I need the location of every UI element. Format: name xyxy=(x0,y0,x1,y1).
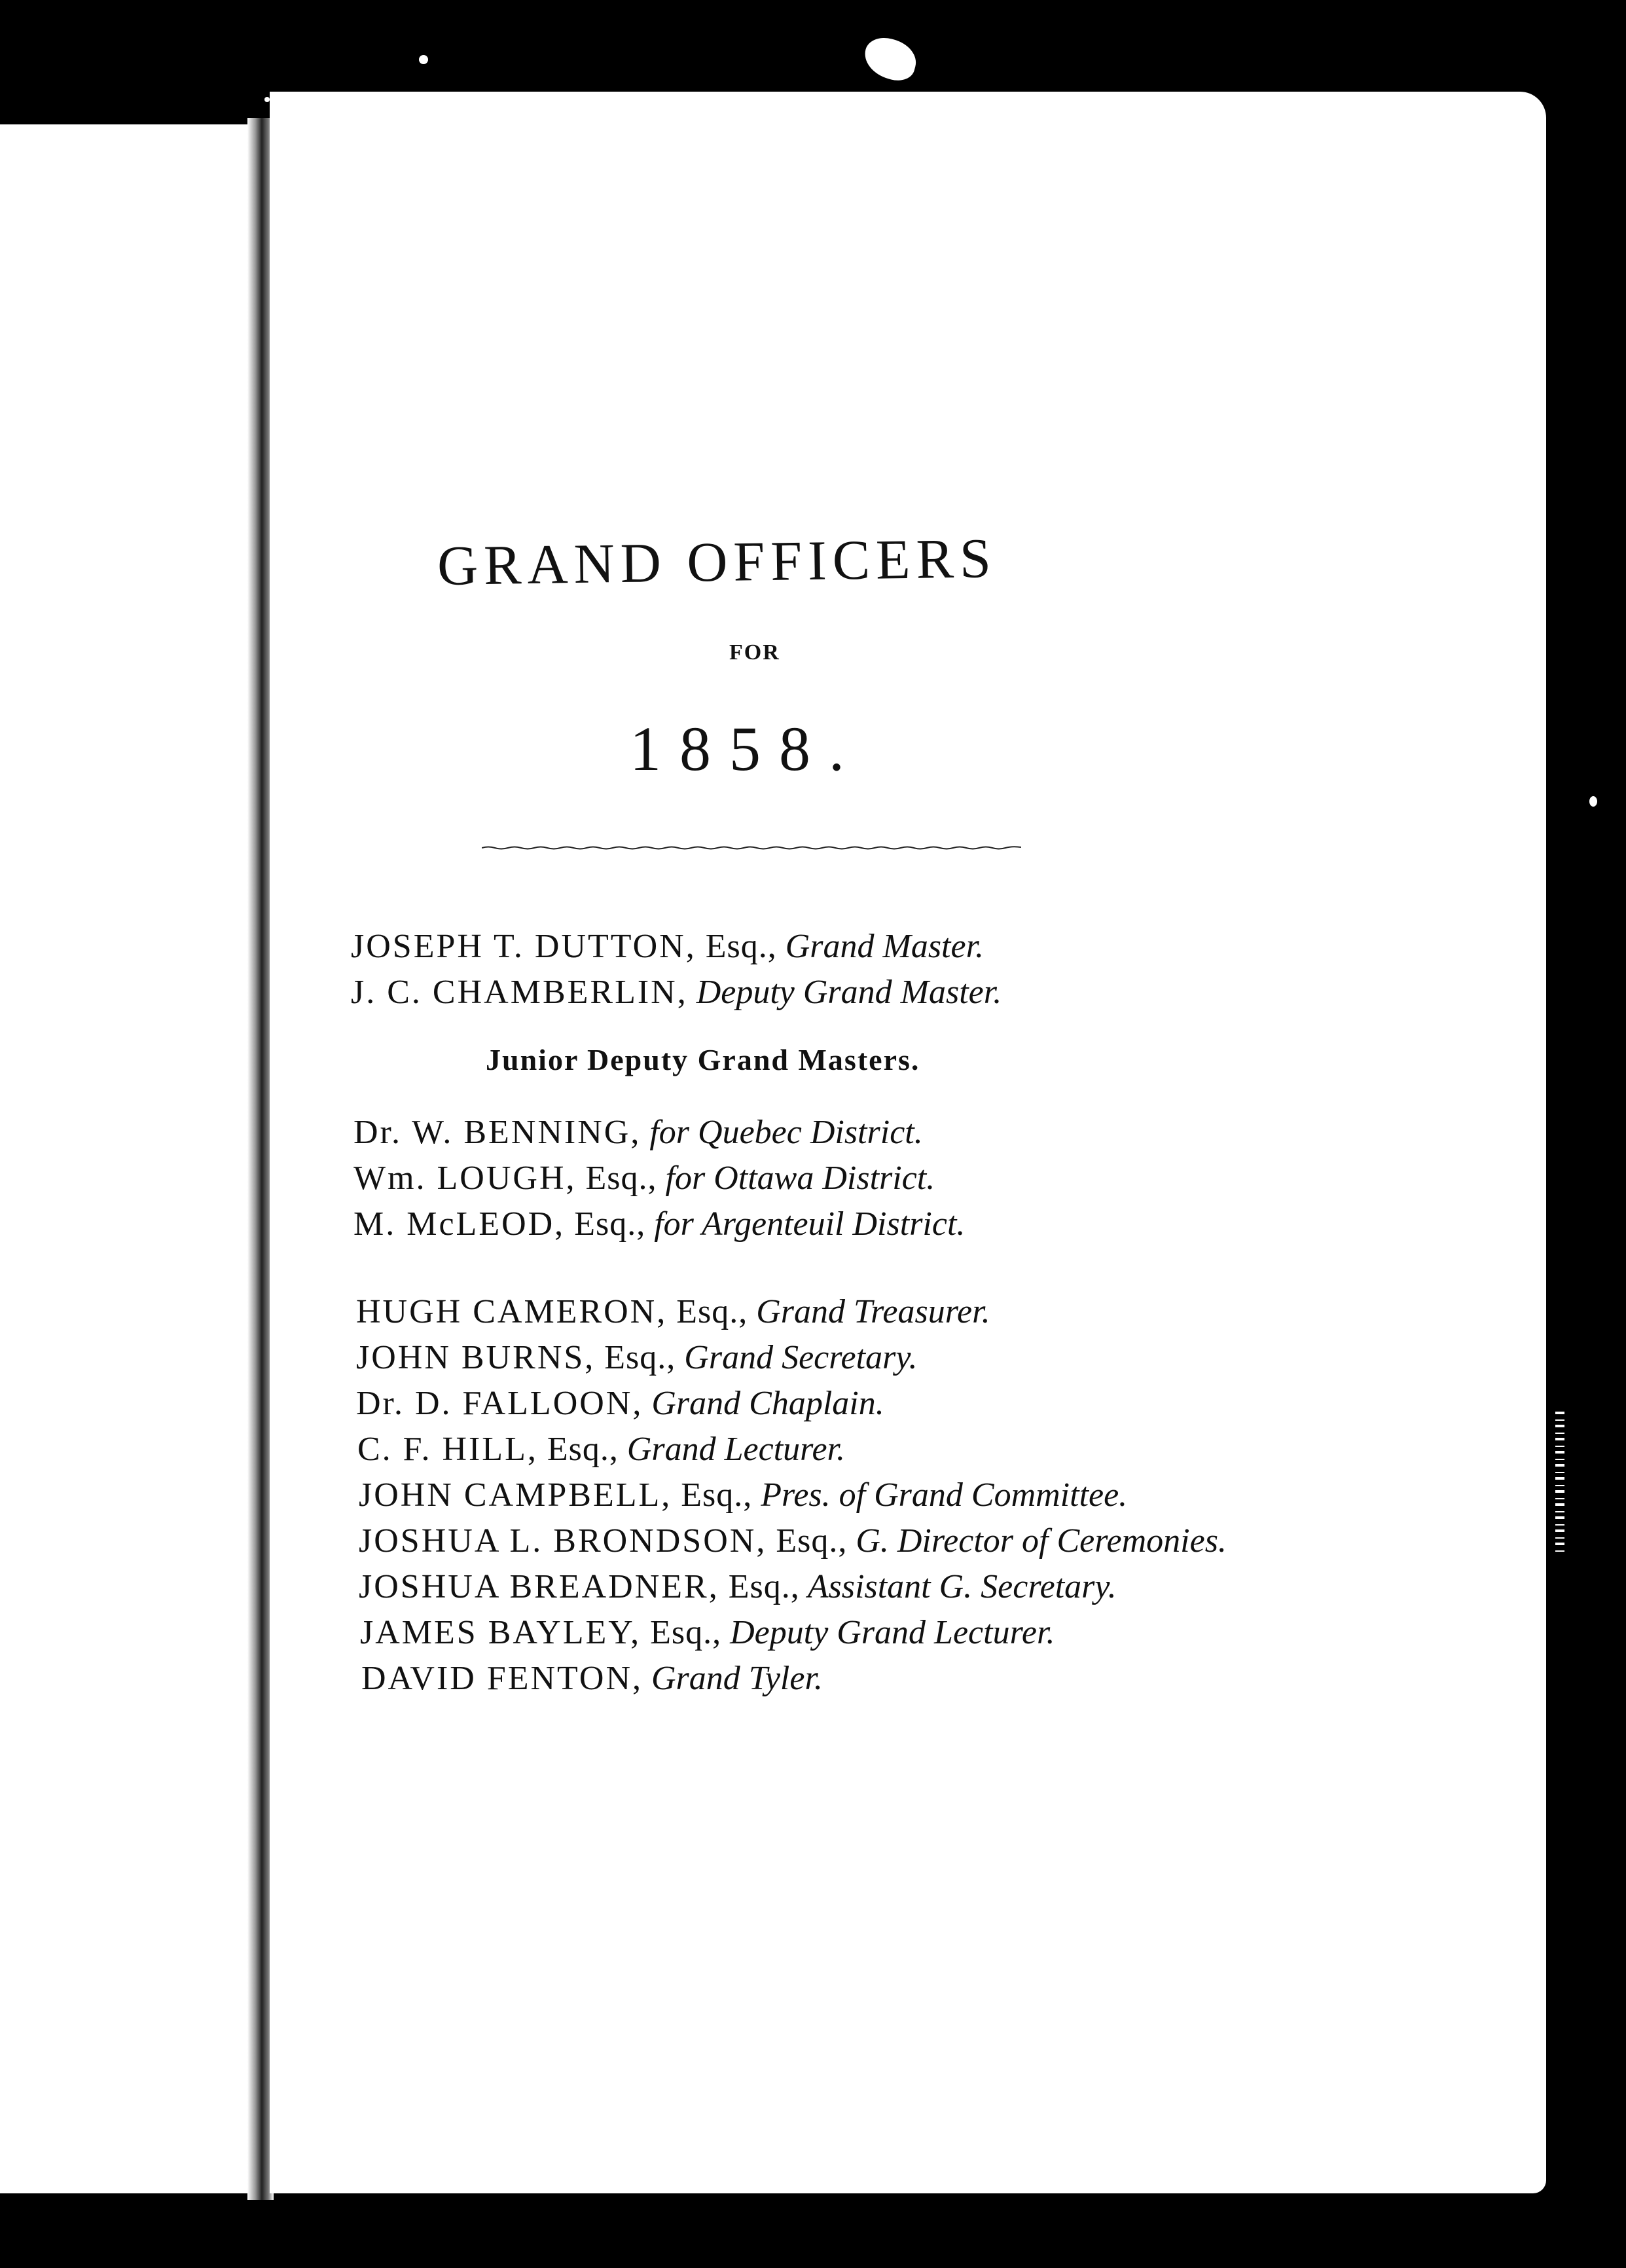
officer-entry xyxy=(353,1113,923,1152)
officer-name: Dr. D. FALLOON, xyxy=(356,1385,643,1422)
officer-name: DAVID FENTON, xyxy=(361,1660,643,1697)
dust-speck xyxy=(1589,796,1597,807)
officer-title: Grand Tyler. xyxy=(643,1660,823,1697)
officer-entry xyxy=(351,973,1002,1012)
page-year: 1858. xyxy=(630,714,863,784)
officer-name: Wm. LOUGH, xyxy=(353,1160,577,1197)
officer-esq: Esq., xyxy=(719,1568,800,1605)
officer-entry xyxy=(359,1567,1117,1606)
officer-title: G. Director of Ceremonies. xyxy=(847,1522,1227,1560)
decorative-rule xyxy=(482,845,1021,850)
officer-esq: Esq., xyxy=(537,1431,619,1468)
officer-entry xyxy=(361,1659,823,1698)
officer-name: M. McLEOD, xyxy=(353,1205,566,1243)
facing-page-edge xyxy=(0,124,255,2193)
officer-title: Grand Chaplain. xyxy=(643,1385,884,1422)
officer-title: Grand Lecturer. xyxy=(618,1431,846,1468)
officer-entry xyxy=(356,1384,884,1423)
officer-name: JAMES BAYLEY, xyxy=(360,1614,641,1651)
officer-esq: Esq., xyxy=(576,1160,657,1197)
officer-name: HUGH CAMERON, xyxy=(356,1293,668,1330)
officer-entry xyxy=(359,1522,1227,1560)
officer-name: J. C. CHAMBERLIN, xyxy=(351,974,688,1011)
officer-title: for Ottawa District. xyxy=(657,1160,935,1197)
officer-entry xyxy=(353,1205,965,1243)
officer-title: Grand Master. xyxy=(776,928,985,965)
officer-entry xyxy=(356,1292,990,1331)
officer-name: Dr. W. BENNING, xyxy=(353,1114,641,1151)
officer-title: Deputy Grand Lecturer. xyxy=(721,1614,1055,1651)
page-edge-marks xyxy=(1555,1408,1564,1552)
officer-name: JOHN CAMPBELL, xyxy=(359,1476,672,1514)
dust-speck xyxy=(264,97,270,102)
officer-title: for Quebec District. xyxy=(641,1114,923,1151)
officer-esq: Esq., xyxy=(696,928,777,965)
officer-esq: Esq., xyxy=(641,1614,722,1651)
officer-title: Pres. of Grand Committee. xyxy=(752,1476,1128,1514)
officer-entry xyxy=(357,1430,845,1469)
officer-title: Assistant G. Secretary. xyxy=(799,1568,1117,1605)
officer-esq: Esq., xyxy=(667,1293,748,1330)
officer-esq: Esq., xyxy=(565,1205,646,1243)
title-connector: FOR xyxy=(729,640,780,665)
officer-entry xyxy=(360,1613,1055,1652)
paper-fleck xyxy=(860,33,921,85)
officer-name: JOSHUA L. BRONDSON, xyxy=(359,1522,767,1560)
officer-esq: Esq., xyxy=(595,1339,676,1376)
dust-speck xyxy=(419,55,428,64)
section-heading: Junior Deputy Grand Masters. xyxy=(486,1043,920,1076)
officer-name: JOHN BURNS, xyxy=(356,1339,596,1376)
officer-title: for Argenteuil District. xyxy=(645,1205,966,1243)
officer-esq: Esq., xyxy=(767,1522,848,1560)
officer-entry xyxy=(356,1338,918,1377)
officer-title: Deputy Grand Master. xyxy=(687,974,1002,1011)
officer-esq: Esq., xyxy=(672,1476,753,1514)
page-title: GRAND OFFICERS xyxy=(437,526,998,597)
officer-name: JOSHUA BREADNER, xyxy=(359,1568,719,1605)
officer-entry xyxy=(351,927,984,966)
officer-name: C. F. HILL, xyxy=(357,1431,538,1468)
officer-entry xyxy=(353,1159,935,1198)
officer-title: Grand Secretary. xyxy=(676,1339,918,1376)
officer-name: JOSEPH T. DUTTON, xyxy=(351,928,696,965)
officer-entry xyxy=(359,1476,1127,1514)
officer-title: Grand Treasurer. xyxy=(748,1293,990,1330)
